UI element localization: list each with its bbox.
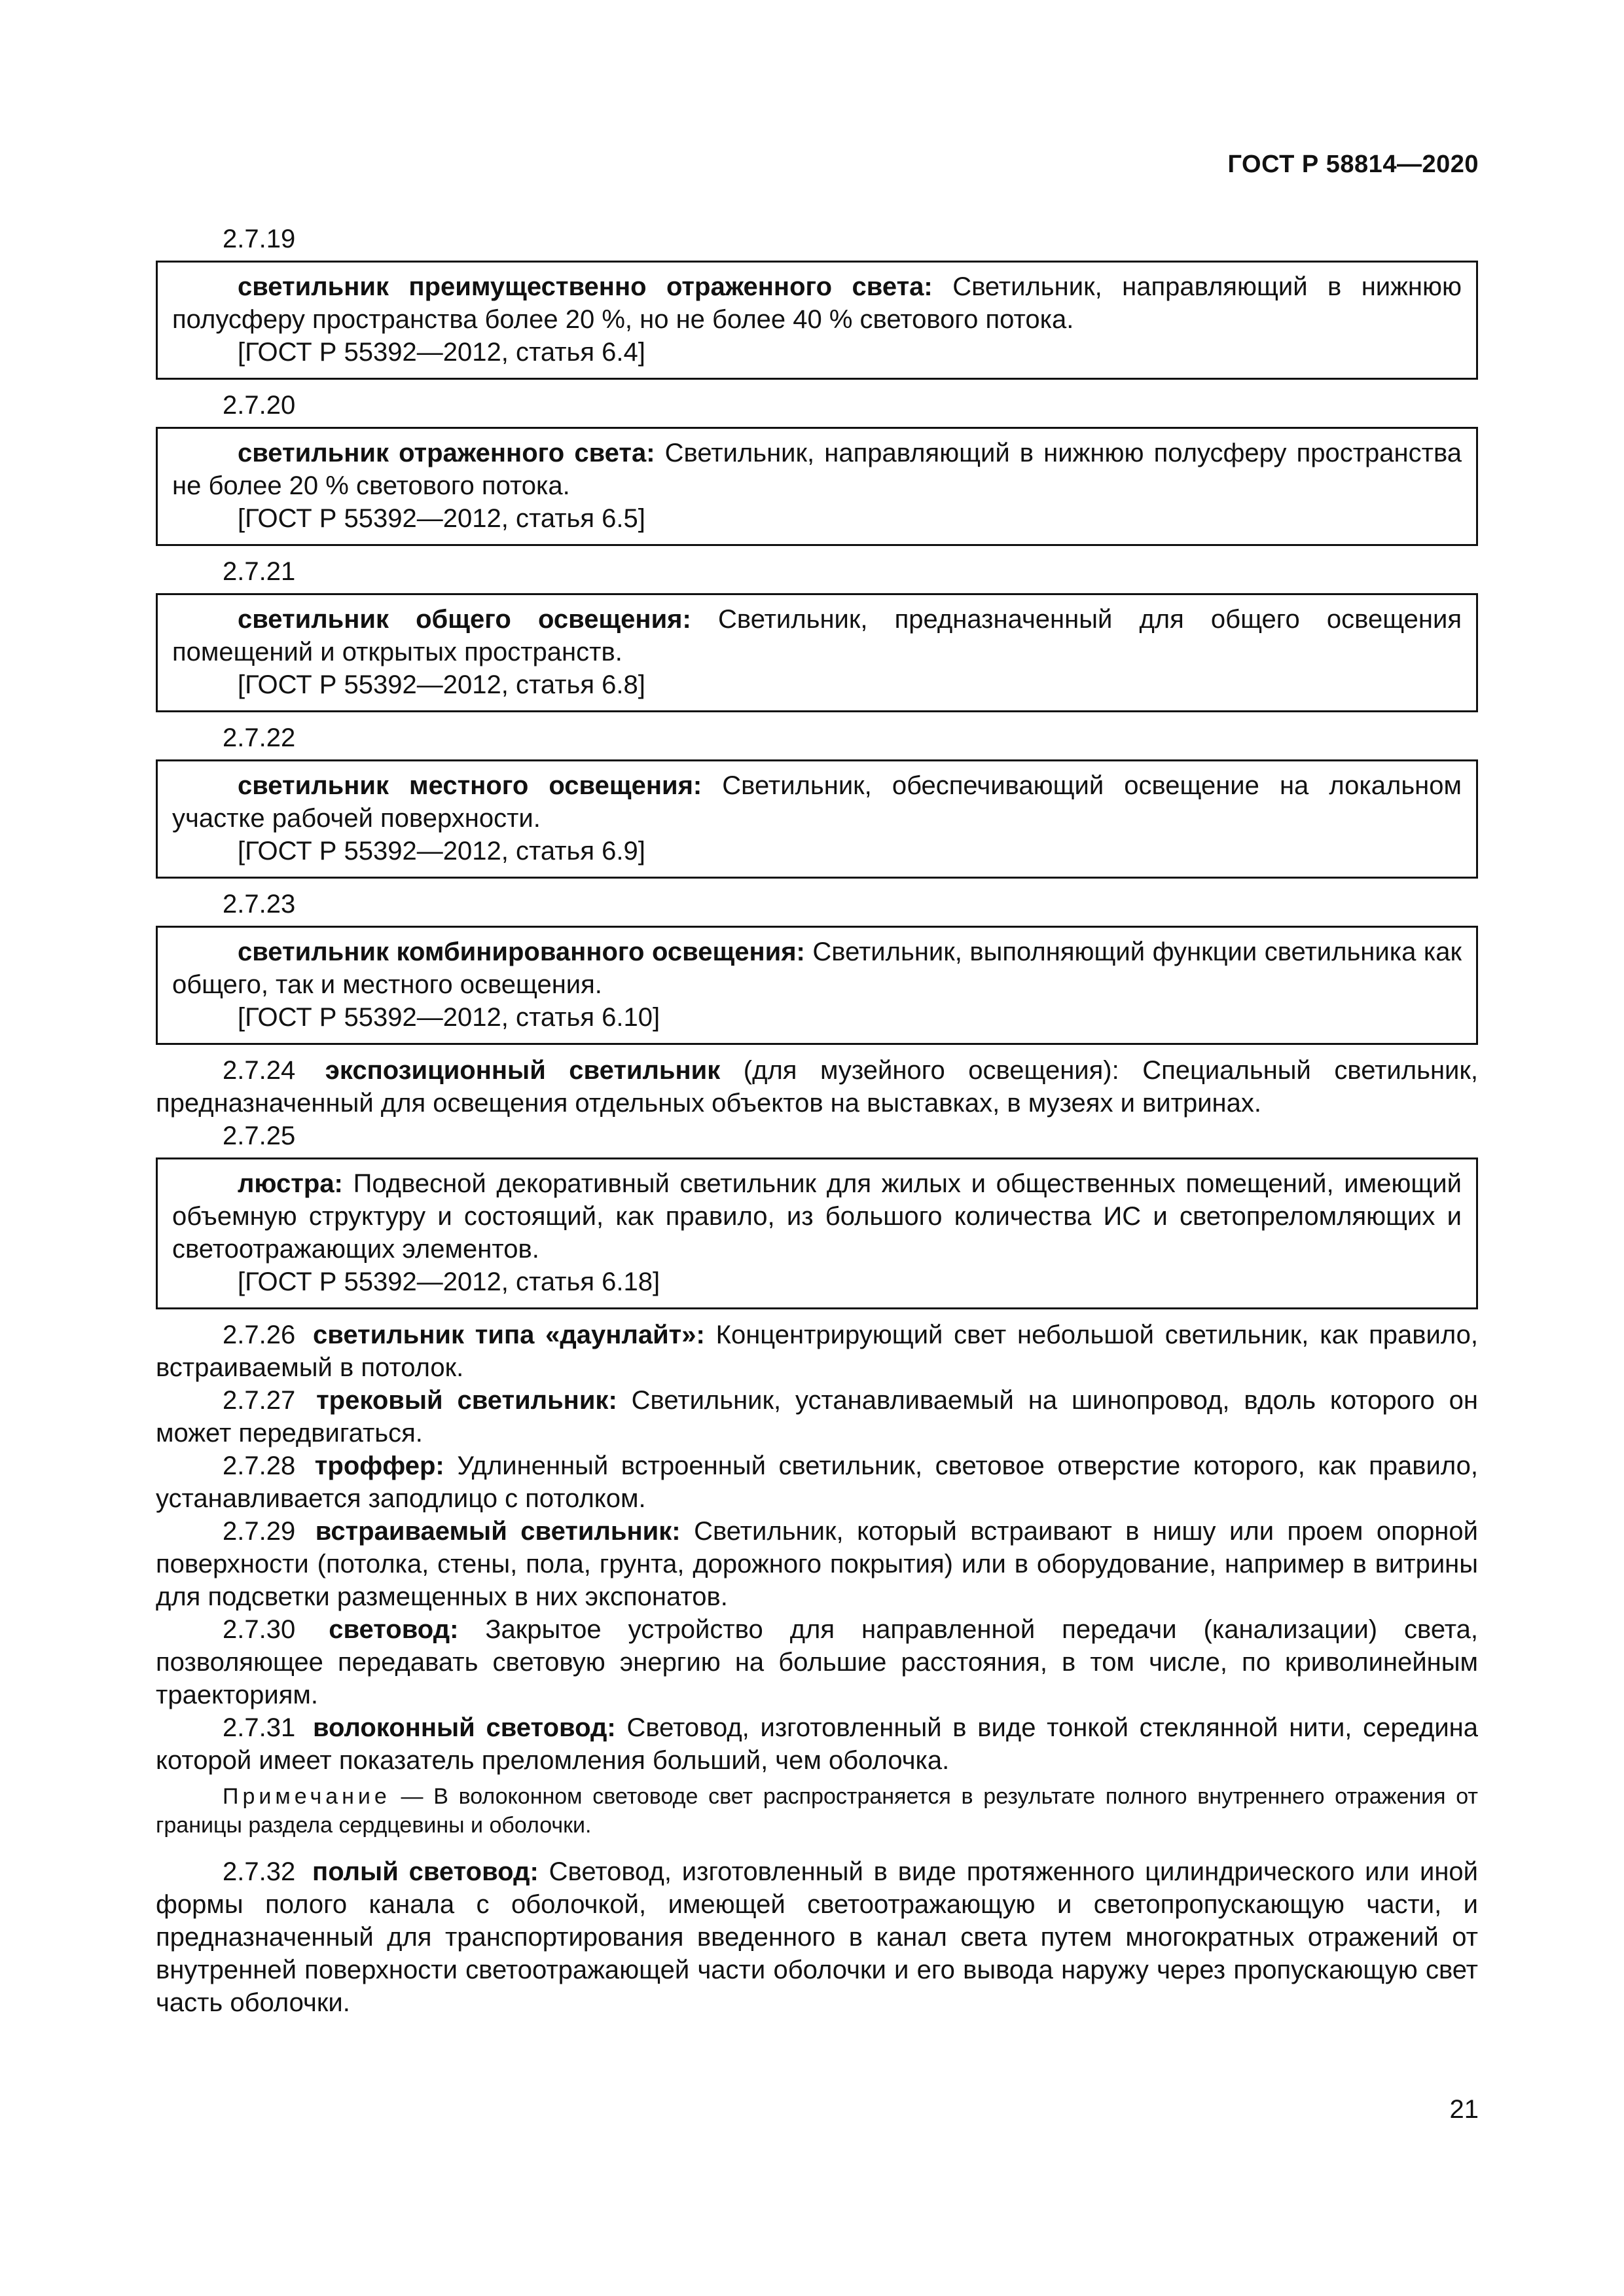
note-label: Примечание — [223, 1784, 391, 1809]
term: светильник преимущественно отраженного света: — [238, 272, 933, 301]
definition-box — [156, 593, 1478, 712]
definition: Световод, изготовленный в виде протяженного цилиндрического или иной формы полого канала с оболочкой, имеющей светоотражающую и светопропускающую части, и предназначенный для транспортирования введенного в канал света путем многократных отражений от внутренней поверхности светоотражающей части оболочки и его вывода наружу через пропускающую свет часть оболочки. — [156, 1857, 1478, 2017]
definition-text — [172, 437, 1462, 502]
document-id: ГОСТ Р 58814—2020 — [1227, 151, 1479, 178]
definition-paragraph — [156, 1449, 1478, 1515]
page-number: 21 — [1449, 2095, 1479, 2124]
definition-box — [156, 759, 1478, 879]
term: светильник отраженного света: — [238, 439, 655, 467]
source-reference: [ГОСТ Р 55392—2012, статья 6.4] — [238, 338, 645, 367]
note — [156, 1782, 1478, 1840]
definition: Светильник, направляющий в нижнюю полусферу пространства более 20 %, но не более 40 % светового потока. — [172, 272, 1462, 334]
definition-paragraph — [156, 1515, 1478, 1613]
definition: Подвесной декоративный светильник для жилых и общественных помещений, имеющий объемную структуру и состоящий, как правило, из большого количества ИС и светопреломляющих и светоотражающих элементов. — [172, 1169, 1462, 1264]
source-reference: [ГОСТ Р 55392—2012, статья 6.18] — [238, 1267, 660, 1296]
definition-paragraph — [156, 1613, 1478, 1711]
document-body — [156, 223, 1478, 2019]
definition-text — [172, 270, 1462, 336]
term: полый световод: — [312, 1857, 539, 1886]
entry-number: 2.7.32 — [223, 1857, 296, 1886]
definition: Светильник, который встраивают в нишу или проем опорной поверхности (потолка, стены, пола, грунта, дорожного покрытия) или в оборудование, например в витрины для подсветки размещенных в них экспонатов. — [156, 1517, 1478, 1611]
source-reference: [ГОСТ Р 55392—2012, статья 6.10] — [238, 1003, 660, 1032]
definition: Светильник, обеспечивающий освещение на локальном участке рабочей поверхности. — [172, 771, 1462, 833]
definition-box — [156, 427, 1478, 546]
term: светильник общего освещения: — [238, 605, 691, 634]
entry-number: 2.7.23 — [223, 890, 296, 919]
source-reference: [ГОСТ Р 55392—2012, статья 6.8] — [238, 670, 645, 699]
term: светильник местного освещения: — [238, 771, 702, 800]
definition: Светильник, устанавливаемый на шинопровод, вдоль которого он может передвигаться. — [156, 1386, 1478, 1448]
definition: Светильник, выполняющий функции светильника как общего, так и местного освещения. — [172, 938, 1462, 999]
entry-number: 2.7.31 — [223, 1713, 296, 1742]
source-reference: [ГОСТ Р 55392—2012, статья 6.9] — [238, 837, 645, 866]
entry-number: 2.7.19 — [223, 225, 296, 253]
definition-paragraph — [156, 1855, 1478, 2019]
definition: Светильник, направляющий в нижнюю полусферу пространства не более 20 % светового потока. — [172, 439, 1462, 500]
definition-paragraph — [156, 1711, 1478, 1777]
definition: Световод, изготовленный в виде тонкой стеклянной нити, середина которой имеет показатель преломления больший, чем оболочка. — [156, 1713, 1479, 1775]
entry-number: 2.7.22 — [223, 723, 296, 752]
definition-paragraph — [156, 1384, 1478, 1449]
term: экспозиционный светильник — [325, 1056, 721, 1085]
term: светильник комбинированного освещения: — [238, 938, 805, 966]
entry-number: 2.7.29 — [223, 1517, 296, 1546]
term: встраиваемый светильник: — [315, 1517, 681, 1546]
entry-number: 2.7.28 — [223, 1451, 296, 1480]
definition-paragraph — [156, 1319, 1478, 1384]
term: светильник типа «даунлайт»: — [313, 1321, 705, 1349]
term: волоконный световод: — [312, 1713, 616, 1742]
definition-box — [156, 261, 1478, 380]
definition-text — [172, 1167, 1462, 1266]
entry-number: 2.7.20 — [223, 391, 296, 420]
term: трековый светильник: — [316, 1386, 617, 1415]
term: троффер: — [314, 1451, 444, 1480]
entry-number: 2.7.26 — [223, 1321, 296, 1349]
source-reference: [ГОСТ Р 55392—2012, статья 6.5] — [238, 504, 645, 533]
definition: (для музейного освещения): Специальный светильник, предназначенный для освещения отдельных объектов на выставках, в музеях и витринах. — [156, 1056, 1478, 1118]
definition-text — [172, 769, 1462, 835]
entry-number: 2.7.27 — [223, 1386, 296, 1415]
definition: Светильник, предназначенный для общего освещения помещений и открытых пространств. — [172, 605, 1462, 666]
definition: Концентрирующий свет небольшой светильник, как правило, встраиваемый в потолок. — [156, 1321, 1478, 1382]
term: люстра: — [238, 1169, 343, 1198]
note-text: — В волоконном световоде свет распространяется в результате полного внутреннего отражения от границы раздела сердцевины и оболочки. — [156, 1784, 1478, 1838]
definition: Удлиненный встроенный светильник, световое отверстие которого, как правило, устанавливается заподлицо с потолком. — [156, 1451, 1478, 1513]
definition-text — [172, 936, 1462, 1001]
entry-number: 2.7.21 — [223, 557, 296, 586]
definition: Закрытое устройство для направленной передачи (канализации) света, позволяющее передавать световую энергию на большие расстояния, в том числе, по криволинейным траекториям. — [156, 1615, 1478, 1709]
entry-number: 2.7.24 — [223, 1056, 296, 1085]
definition-paragraph — [156, 1054, 1478, 1120]
definition-box — [156, 926, 1478, 1045]
entry-number: 2.7.25 — [223, 1121, 296, 1150]
entry-number: 2.7.30 — [223, 1615, 296, 1644]
term: световод: — [329, 1615, 459, 1644]
definition-box — [156, 1157, 1478, 1309]
definition-text — [172, 603, 1462, 668]
